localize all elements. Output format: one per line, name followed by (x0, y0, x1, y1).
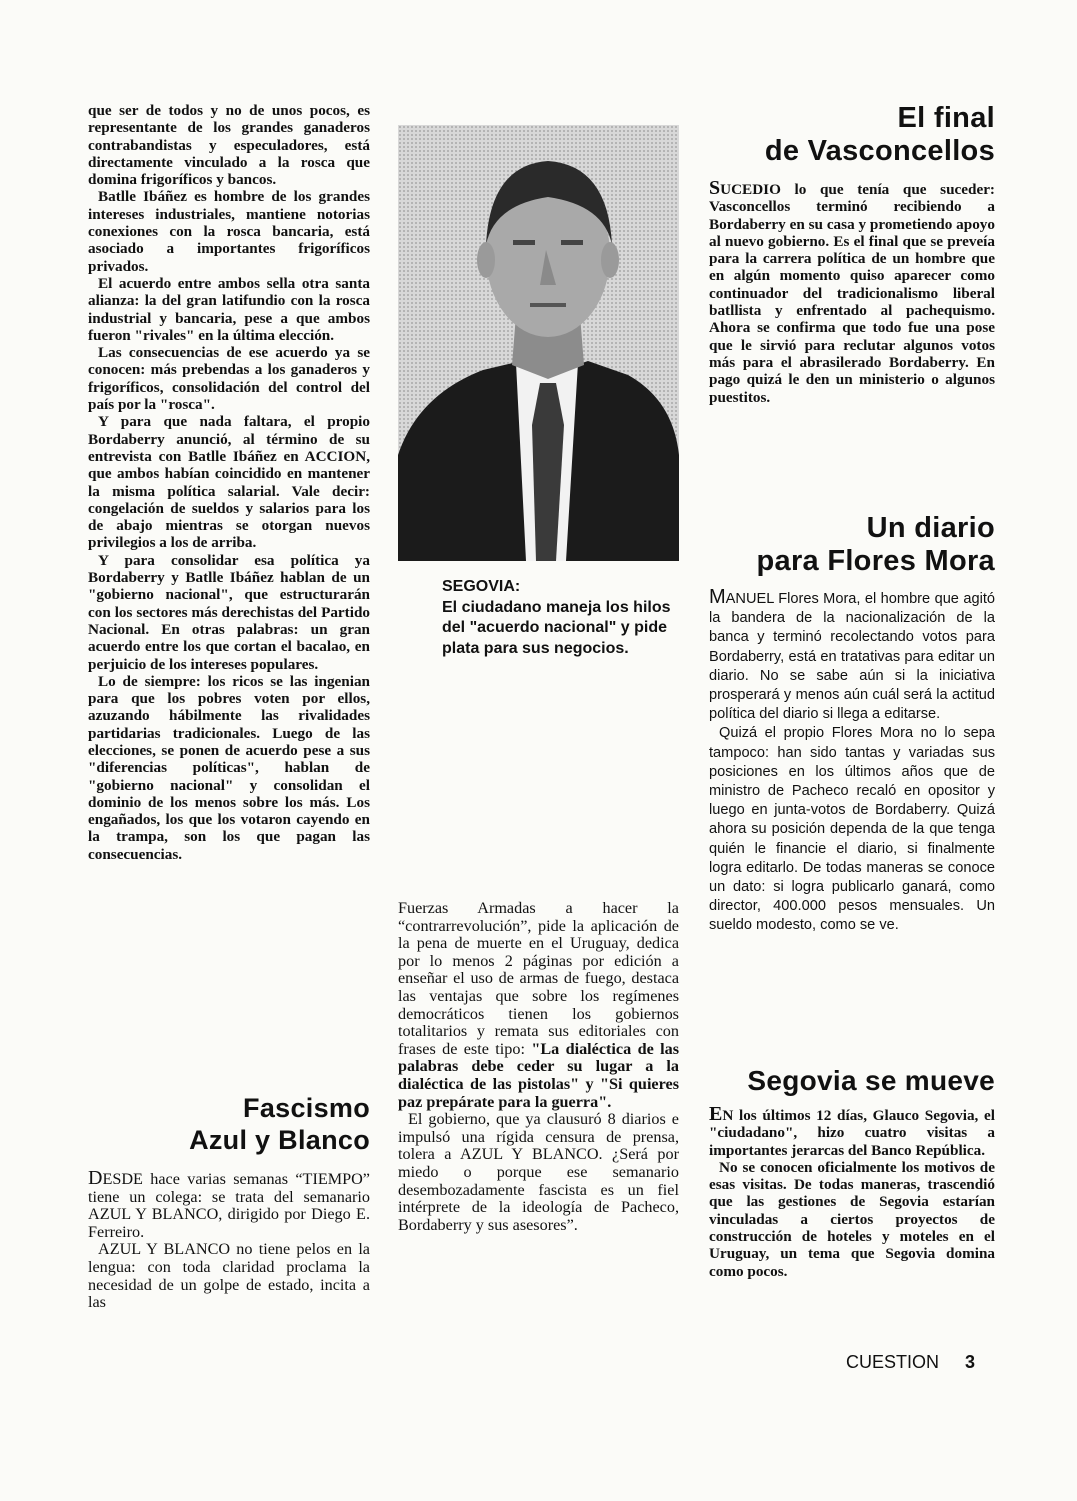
col1-paragraph: El acuerdo entre ambos sella otra santa alianza: la del gran latifundio con la rosca industrial y bancaria, pese a que ambos fueron "rivales" en la última elección. (88, 274, 370, 344)
vasconcellos-article (709, 102, 995, 406)
fascismo-article (88, 1092, 370, 1312)
segovia-headline: Segovia se mueve (747, 1065, 995, 1096)
segovia-article (709, 1064, 995, 1280)
drop-cap: S (709, 177, 721, 199)
article-paragraph: SUCEDIO lo que tenía que suceder: Vasconcellos terminó recibiendo a Bordaberry en su casa y prometiendo apoyo al nuevo gobierno. Es el final que se preveía para la carrera política de un hombre que en algún momento quiso aparecer como continuador del tradicionalismo liberal batllista y enfrentado al pachequismo. Ahora se confirma que todo fue una pose que le sirvió para reclutar algunos votos más para el abrasilerado Bordaberry. En pago quizá le den un ministerio o algunos puestitos. (709, 177, 995, 406)
article-paragraph: Fuerzas Armadas a hacer la “contrarrevolución”, pide la aplicación de la pena de muerte en el Uruguay, dedica por lo menos 2 páginas por edición a enseñar el uso de armas de fuego, destaca las ventajas que sobre los regímenes democráticos tienen los gobiernos totalitarios y remata sus editoriales con frases de este tipo: "La dialéctica de las palabras debe ceder su lugar a la dialéctica de las pistolas" y "Si quieres paz prepárate para la guerra". (398, 899, 680, 1111)
headline-line: de Vasconcellos (764, 135, 995, 167)
col1-paragraph: Batlle Ibáñez es hombre de los grandes intereses industriales, mantiene notorias conexiones con la rosca bancaria, está asociado a importantes frigoríficos privados. (88, 188, 370, 275)
page-number: 3 (965, 1352, 976, 1372)
headline-line: para Flores Mora (756, 545, 995, 577)
headline-line: El final (897, 102, 995, 134)
drop-cap: M (709, 586, 726, 608)
headline-line: Fascismo (243, 1093, 370, 1123)
headline-line: Azul y Blanco (189, 1125, 370, 1155)
flores-mora-headline (709, 512, 995, 578)
fascismo-headline (88, 1092, 370, 1156)
headline-line: Un diario (866, 512, 995, 544)
flores-mora-article (709, 512, 995, 936)
article-paragraph: MANUEL Flores Mora, el hombre que agitó la bandera de la nacionalización de la banca y terminó recolectando votos para Bordaberry, está en tratativas para editar un diario. No se sabe aún si la iniciativa prosperará y menos aún cuál será la actitud política del diario si llega a editarse. (709, 586, 995, 723)
caption-title: SEGOVIA: (442, 578, 521, 595)
page-footer (846, 1352, 975, 1373)
caption-text: El ciudadano maneja los hilos del "acuerdo nacional" y pide plata para sus negocios. (442, 598, 671, 657)
magazine-name: CUESTION (846, 1352, 940, 1372)
photo-caption (442, 577, 678, 659)
col1-paragraph: Las consecuencias de ese acuerdo ya se conocen: más prebendas a los ganaderos y frigoríficos, consolidación del control del país por la "rosca". (88, 344, 370, 414)
col1-paragraph: Y para que nada faltara, el propio Bordaberry anunció, al término de su entrevista con Batlle Ibáñez en ACCION, que ambos habían coincidido en mantener la misma política salarial. Vale decir: congelación de sueldos y salarios para los de abajo mientras se otorgan nuevos privilegios a los de arriba. (88, 413, 370, 552)
column-1 (88, 102, 370, 863)
drop-cap: D (88, 1167, 103, 1189)
col1-paragraph: que ser de todos y no de unos pocos, es representante de los grandes ganaderos contrabandistas y especuladores, está directamente vinculado a la rosca que domina frigoríficos y bancos. (88, 102, 370, 189)
col1-paragraph: Y para consolidar esa política ya Bordaberry y Batlle Ibáñez hablan de un "gobierno nacional", que estructurarán con los sectores más derechistas del Partido Nacional. En otras palabras: un gran acuerdo entre los que cortan el bacalao, en perjuicio de los intereses populares. (88, 551, 370, 673)
drop-cap: E (709, 1103, 723, 1125)
column-3 (398, 900, 679, 1234)
col1-paragraph: Lo de siempre: los ricos se las ingenian para que los pobres voten por ellos, azuzando hábilmente las rivalidades partidarias tradicionales. Luego de las elecciones, se ponen de acuerdo pese a sus "diferencias políticas", hablan de "gobierno nacional" y consolidan el dominio de los menos sobre los más. Los engañados, los que los votaron cayendo en la trampa, son los que pagan las consecuencias. (88, 672, 370, 863)
article-paragraph: DESDE hace varias semanas “TIEMPO” tiene un colega: se trata del semanario AZUL Y BLANCO, dirigido por Diego E. Ferreiro. (88, 1167, 370, 1241)
article-paragraph: El gobierno, que ya clausuró 8 diarios e impulsó una rígida censura de prensa, tolera a AZUL Y BLANCO. ¿Será por miedo o porque ese semanario desembozadamente fascista es un fiel intérprete de la ideología de Pacheco, Bordaberry y sus asesores”. (398, 1110, 679, 1234)
article-paragraph: AZUL Y BLANCO no tiene pelos en la lengua: con toda claridad proclama la necesidad de un golpe de estado, incita a las (88, 1240, 370, 1312)
article-paragraph: No se conocen oficialmente los motivos de esas visitas. De todas maneras, trascendió que las gestiones de Segovia estarían vinculadas a ciertos proyectos de construcción de hoteles y moteles en el Uruguay, un tema que Segovia domina como pocos. (709, 1158, 995, 1280)
article-paragraph: Quizá el propio Flores Mora no lo sepa tampoco: han sido tantas y variadas sus posiciones en los últimos años que de ministro de Pacheco recaló en opositor y luego en junta-votos de Bordaberry. Quizá ahora su posición dependa de la que tenga quién le financie el diario, si finalmente logra editarlo. De todas maneras se conoce un dato: si logra publicarlo ganará, como director, 400.000 pesos mensuales. Un sueldo modesto, como se ve. (709, 725, 995, 934)
vasconcellos-headline (709, 102, 995, 168)
article-paragraph: EN los últimos 12 días, Glauco Segovia, el "ciudadano", hizo cuatro visitas a importantes jerarcas del Banco República. (709, 1103, 995, 1159)
segovia-photo (398, 125, 679, 561)
